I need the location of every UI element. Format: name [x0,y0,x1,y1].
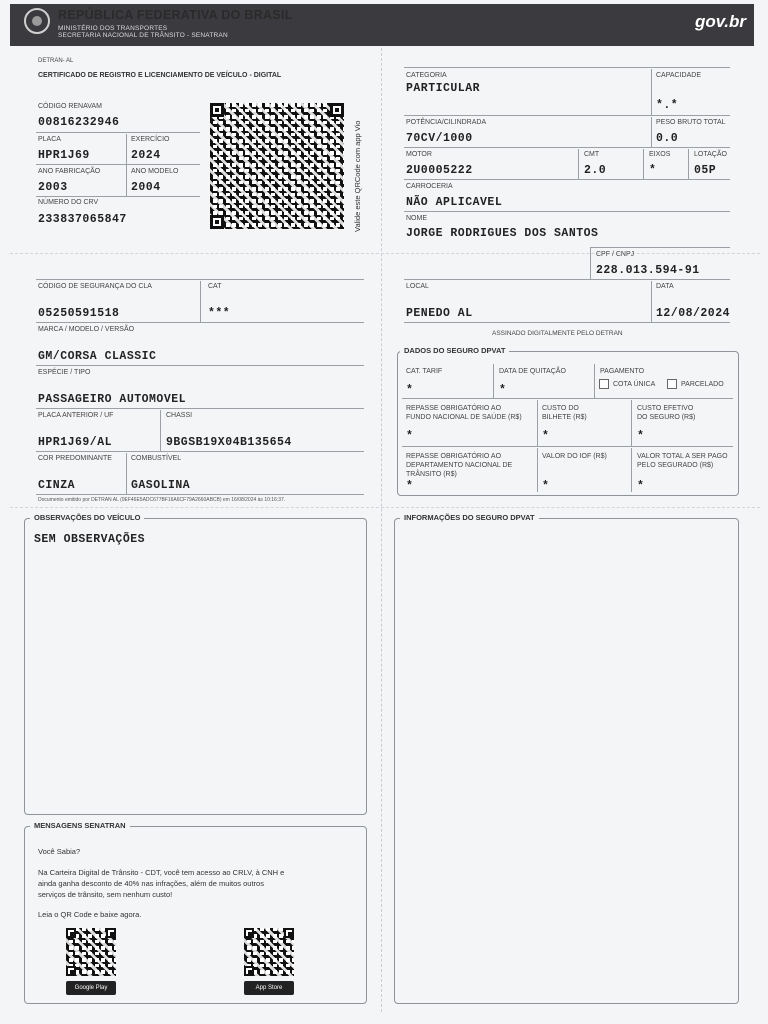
mensagens-title: MENSAGENS SENATRAN [30,821,130,830]
custo-bilhete-label-1: CUSTO DO [542,405,579,412]
valor-total-label-1: VALOR TOTAL A SER PAGO [637,453,728,460]
mensagem-line-3: serviços de trânsito, sem nenhum custo! [38,890,173,899]
crv-label: NÚMERO DO CRV [38,199,99,206]
combustivel-value: GASOLINA [131,479,191,492]
mensagem-line-1: Na Carteira Digital de Trânsito - CDT, você tem acesso ao CRLV, à CNH e [38,868,285,877]
qr-validation-caption: Valide este QRCode com app Vio [353,120,362,232]
divider [402,446,733,447]
divider [36,451,364,452]
info-seguro-title: INFORMAÇÕES DO SEGURO DPVAT [400,513,539,522]
app-store-qr-code[interactable] [244,928,294,976]
ano-fabricacao-label: ANO FABRICAÇÃO [38,168,101,175]
valor-total-label-2: PELO SEGURADO (R$) [637,462,714,469]
divider [590,247,591,279]
custo-efetivo-value: * [637,430,645,443]
divider [537,400,538,446]
divider [404,115,730,116]
especie-label: ESPÉCIE / TIPO [38,369,91,376]
combustivel-label: COMBUSTÍVEL [131,455,182,462]
eixos-label: EIXOS [649,151,671,158]
cor-label: COR PREDOMINANTE [38,455,112,462]
data-quitacao-label: DATA DE QUITAÇÃO [499,368,566,375]
repasse-dnt-label-2: DEPARTAMENTO NACIONAL DE [406,462,513,469]
placa-anterior-value: HPR1J69/AL [38,436,113,449]
data-label: DATA [656,283,674,290]
divider [126,453,127,495]
divider [160,410,161,452]
document-title: CERTIFICADO DE REGISTRO E LICENCIAMENTO DE VEÍCULO - DIGITAL [38,72,282,79]
placa-anterior-label: PLACA ANTERIOR / UF [38,412,114,419]
divider [590,247,730,248]
crv-value: 233837065847 [38,213,127,226]
security-code-value: 05250591518 [38,307,120,320]
renavam-value: 00816232946 [38,116,120,129]
nome-value: JORGE RODRIGUES DOS SANTOS [406,227,599,240]
divider [36,132,200,133]
lotacao-value: 05P [694,164,717,177]
cota-unica-checkbox[interactable] [599,379,609,389]
custo-bilhete-value: * [542,430,550,443]
divider [36,164,200,165]
mensagem-question: Você Sabia? [38,847,81,856]
potencia-value: 70CV/1000 [406,132,473,145]
valor-iof-label: VALOR DO IOF (R$) [542,453,607,460]
dpvat-title: DADOS DO SEGURO DPVAT [400,346,509,355]
mensagem-cta: Leia o QR Code e baixe agora. [38,910,142,919]
marca-value: GM/CORSA CLASSIC [38,350,157,363]
divider [36,279,364,280]
valor-iof-value: * [542,480,550,493]
divider [404,279,730,280]
observacoes-title: OBSERVAÇÕES DO VEÍCULO [30,513,144,522]
fold-line [10,253,760,255]
motor-value: 2U0005222 [406,164,473,177]
google-play-badge[interactable]: Google Play [66,981,116,995]
fold-line [10,507,760,509]
repasse-fns-label-2: FUNDO NACIONAL DE SAÚDE (R$) [406,414,522,421]
govbr-logo: gov.br [694,12,746,31]
app-store-badge[interactable]: App Store [244,981,294,995]
placa-value: HPR1J69 [38,149,90,162]
cat-tarif-value: * [406,384,414,397]
divider [36,408,364,409]
parcelado-label: PARCELADO [681,381,724,388]
info-seguro-section [394,518,739,1004]
divider [402,398,733,399]
divider [643,149,644,179]
divider [36,322,364,323]
ano-fabricacao-value: 2003 [38,181,68,194]
divider [36,196,200,197]
repasse-fns-label-1: REPASSE OBRIGATÓRIO AO [406,405,502,412]
repasse-dnt-value: * [406,480,414,493]
marca-label: MARCA / MODELO / VERSÃO [38,326,135,333]
divider [537,448,538,492]
divider [404,322,730,323]
republic-title: REPÚBLICA FEDERATIVA DO BRASIL [58,8,293,22]
pagamento-label: PAGAMENTO [600,368,645,375]
motor-label: MOTOR [406,151,432,158]
custo-efetivo-label-1: CUSTO EFETIVO [637,405,694,412]
custo-efetivo-label-2: DO SEGURO (R$) [637,414,696,421]
potencia-label: POTÊNCIA/CILINDRADA [406,119,487,126]
cor-value: CINZA [38,479,76,492]
lotacao-label: LOTAÇÃO [694,151,727,158]
emission-note: Documento emitido por DETRAN AL (0EF46E5ADC677BF16A6CF79A2660ABCB) em 16/08/2024 às 10:16:37. [38,497,286,503]
observacoes-value: SEM OBSERVAÇÕES [34,533,146,546]
divider [36,494,364,495]
valor-total-value: * [637,480,645,493]
divider [404,211,730,212]
divider [578,149,579,179]
carroceria-label: CARROCERIA [406,183,453,190]
divider [493,364,494,398]
local-label: LOCAL [406,283,429,290]
divider [594,364,595,398]
cpf-value: 228.013.594-91 [596,264,700,277]
divider [651,117,652,147]
chassi-label: CHASSI [166,412,193,419]
chassi-value: 9BGSB19X04B135654 [166,436,292,449]
repasse-dnt-label-1: REPASSE OBRIGATÓRIO AO [406,453,502,460]
cat-label: CAT [208,283,222,290]
divider [631,400,632,446]
validation-qr-code[interactable] [210,103,344,229]
cmt-value: 2.0 [584,164,607,177]
ano-modelo-label: ANO MODELO [131,168,179,175]
cota-unica-label: COTA ÚNICA [613,381,656,388]
data-value: 12/08/2024 [656,307,731,320]
fold-line [381,48,383,1012]
categoria-value: PARTICULAR [406,82,481,95]
local-value: PENEDO AL [406,307,473,320]
cpf-label: CPF / CNPJ [596,251,635,258]
divider [404,179,730,180]
ano-modelo-value: 2004 [131,181,161,194]
capacidade-label: CAPACIDADE [656,72,701,79]
divider [126,134,127,196]
cat-tarif-label: CAT. TARIF [406,368,443,375]
parcelado-checkbox[interactable] [667,379,677,389]
repasse-fns-value: * [406,430,414,443]
data-quitacao-value: * [499,384,507,397]
ministry-text: MINISTÉRIO DOS TRANSPORTES [58,25,168,32]
peso-label: PESO BRUTO TOTAL [656,119,726,126]
custo-bilhete-label-2: BILHETE (R$) [542,414,587,421]
peso-value: 0.0 [656,132,679,145]
observacoes-section [24,518,367,815]
divider [200,281,201,323]
security-code-label: CÓDIGO DE SEGURANÇA DO CLA [38,283,152,290]
divider [631,448,632,492]
exercicio-value: 2024 [131,149,161,162]
divider [404,147,730,148]
exercicio-label: EXERCÍCIO [131,136,170,143]
divider [36,365,364,366]
renavam-label: CÓDIGO RENAVAM [38,103,102,110]
capacidade-value: *.* [656,99,679,112]
divider [404,67,730,68]
categoria-label: CATEGORIA [406,72,447,79]
cmt-label: CMT [584,151,600,158]
carroceria-value: NÃO APLICAVEL [406,196,503,209]
eixos-value: * [649,164,657,177]
brazil-coat-of-arms-icon [24,8,50,34]
repasse-dnt-label-3: TRÂNSITO (R$) [406,471,457,478]
issuer-label: DETRAN- AL [38,58,74,64]
cat-value: *** [208,307,231,320]
digital-signature-note: ASSINADO DIGITALMENTE PELO DETRAN [492,330,623,337]
placa-label: PLACA [38,136,61,143]
divider [651,281,652,323]
nome-label: NOME [406,215,427,222]
google-play-qr-code[interactable] [66,928,116,976]
secretariat-text: SECRETARIA NACIONAL DE TRÂNSITO - SENATRAN [58,32,228,39]
divider [688,149,689,179]
especie-value: PASSAGEIRO AUTOMOVEL [38,393,187,406]
divider [651,69,652,115]
mensagem-line-2: ainda ganha desconto de 40% nas infrações, além de muitos outros [38,879,264,888]
